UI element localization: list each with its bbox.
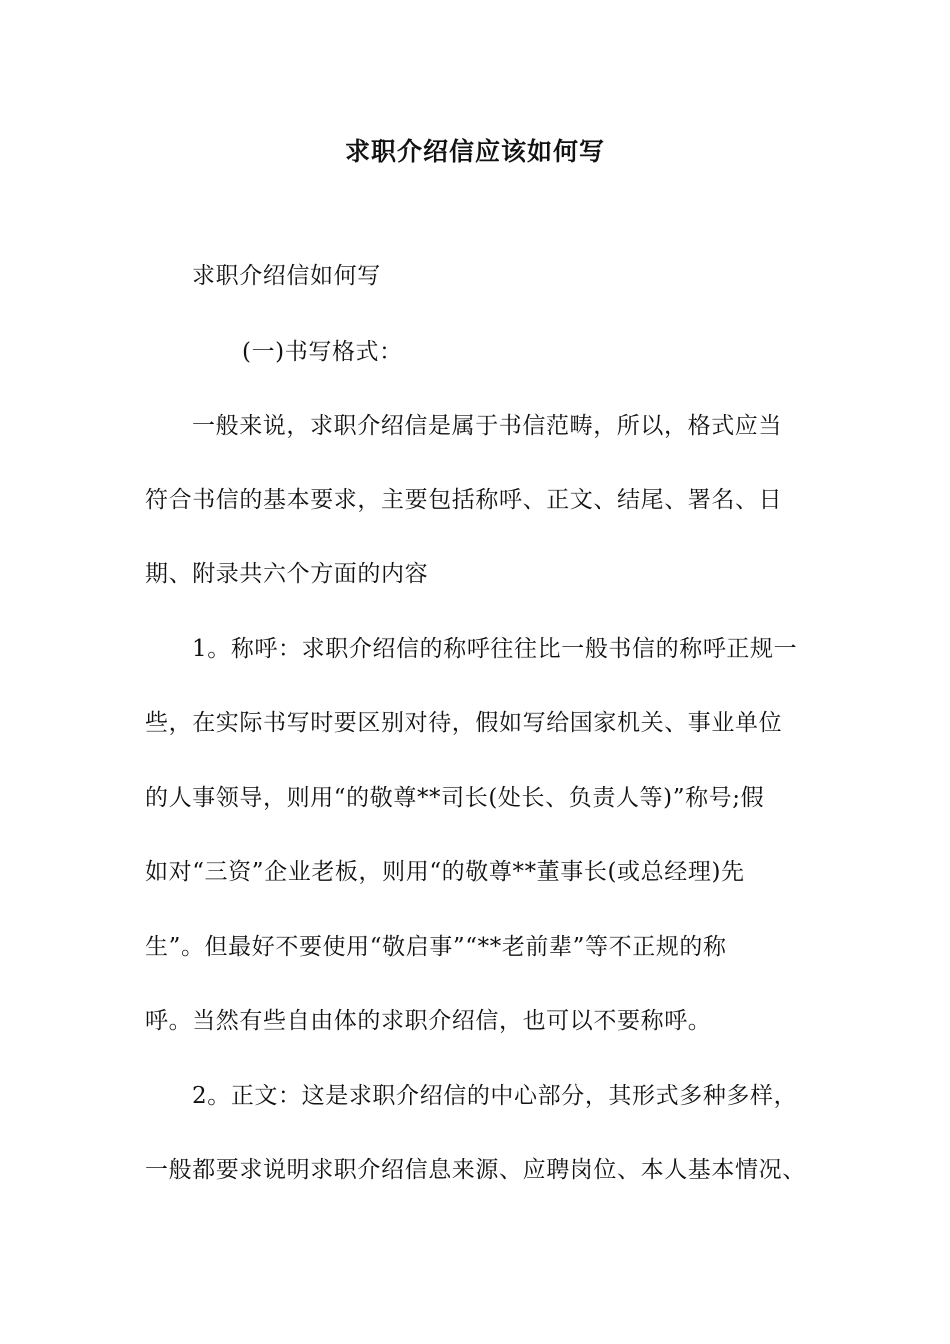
paragraph-line: 求职介绍信如何写 (192, 263, 381, 289)
paragraph-line: 符合书信的基本要求，主要包括称呼、正文、结尾、署名、日 (145, 487, 783, 513)
paragraph-line: 呼。当然有些自由体的求职介绍信，也可以不要称呼。 (145, 1008, 712, 1034)
paragraph-line: 1。称呼：求职介绍信的称呼往往比一般书信的称呼正规一 (192, 636, 798, 662)
paragraph-line: (一)书写格式： (242, 339, 403, 365)
paragraph-line: 一般都要求说明求职介绍信息来源、应聘岗位、本人基本情况、 (145, 1157, 806, 1183)
paragraph-line: 一般来说，求职介绍信是属于书信范畴，所以，格式应当 (192, 413, 782, 439)
paragraph-line: 2。正文：这是求职介绍信的中心部分，其形式多种多样， (192, 1083, 798, 1109)
paragraph-line: 如对“三资”企业老板，则用“的敬尊**董事长(或总经理)先 (145, 859, 745, 885)
paragraph-line: 的人事领导，则用“的敬尊**司长(处长、负责人等)”称号;假 (145, 785, 765, 811)
paragraph-line: 些，在实际书写时要区别对待，假如写给国家机关、事业单位 (145, 710, 783, 736)
paragraph-line: 生”。但最好不要使用“敬启事”“**老前辈”等不正规的称 (145, 934, 727, 960)
paragraph-line: 期、附录共六个方面的内容 (145, 561, 429, 587)
document-title: 求职介绍信应该如何写 (344, 137, 605, 166)
